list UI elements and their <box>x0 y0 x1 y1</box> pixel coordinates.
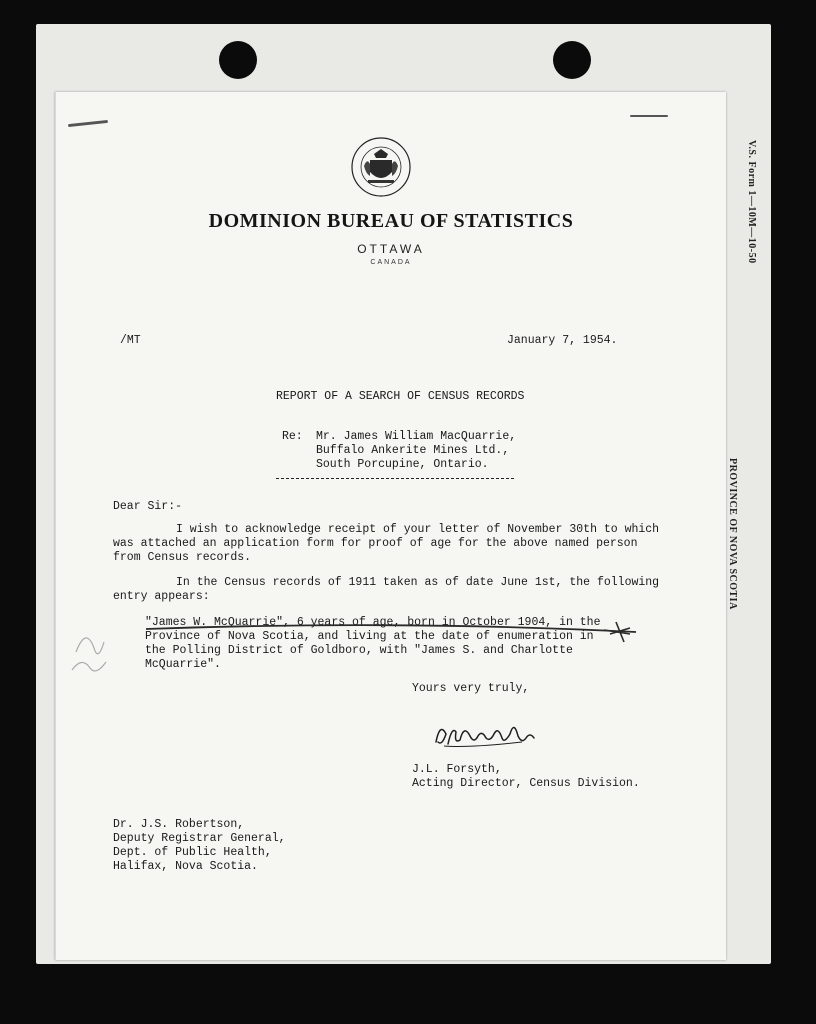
paragraph-line: I wish to acknowledge receipt of your letter of November 30th to which <box>176 523 660 536</box>
bureau-country: CANADA <box>370 259 412 266</box>
recipient-line: Dept. of Public Health, <box>113 846 272 859</box>
letter-subject: REPORT OF A SEARCH OF CENSUS RECORDS <box>276 390 525 403</box>
hand-annotation <box>68 612 648 682</box>
re-label: Re: <box>282 430 303 443</box>
letter-date: January 7, 1954. <box>507 334 618 347</box>
punch-hole-left <box>219 41 257 79</box>
pen-mark <box>68 120 108 127</box>
paragraph-line: In the Census records of 1911 taken as of date June 1st, the following <box>176 576 660 589</box>
bureau-city: OTTAWA <box>357 242 425 256</box>
salutation: Dear Sir:- <box>113 500 183 513</box>
paragraph-line: was attached an application form for proof of age for the above named person <box>113 537 638 550</box>
signatory-title: Acting Director, Census Division. <box>412 777 640 790</box>
handwritten-signature <box>430 716 542 752</box>
signatory-name: J.L. Forsyth, <box>412 763 502 776</box>
bureau-name: DOMINION BUREAU OF STATISTICS <box>208 210 574 232</box>
paragraph-line: from Census records. <box>113 551 252 564</box>
form-number-label: V.S. Form 1—10M—10-50 <box>746 140 757 264</box>
recipient-line: Dr. J.S. Robertson, <box>113 818 245 831</box>
entry-line: Province of Nova Scotia, and living at the date of enumeration in <box>145 630 594 643</box>
entry-line: McQuarrie". <box>145 658 221 671</box>
closing: Yours very truly, <box>412 682 530 695</box>
reference-code: /MT <box>120 334 141 347</box>
re-underline <box>276 478 514 479</box>
recipient-line: Halifax, Nova Scotia. <box>113 860 258 873</box>
punch-hole-right <box>553 41 591 79</box>
re-line: Buffalo Ankerite Mines Ltd., <box>316 444 510 457</box>
re-line: South Porcupine, Ontario. <box>316 458 489 471</box>
re-line: Mr. James William MacQuarrie, <box>316 430 517 443</box>
entry-line: "James W. McQuarrie", 6 years of age, born in October 1904, in the <box>145 616 601 629</box>
pen-mark <box>630 115 668 117</box>
paragraph-line: entry appears: <box>113 590 210 603</box>
entry-line: the Polling District of Goldboro, with "James S. and Charlotte <box>145 644 573 657</box>
province-label: PROVINCE OF NOVA SCOTIA <box>727 458 738 610</box>
recipient-line: Deputy Registrar General, <box>113 832 286 845</box>
department-seal <box>350 136 412 198</box>
letter-sheet <box>55 92 726 960</box>
